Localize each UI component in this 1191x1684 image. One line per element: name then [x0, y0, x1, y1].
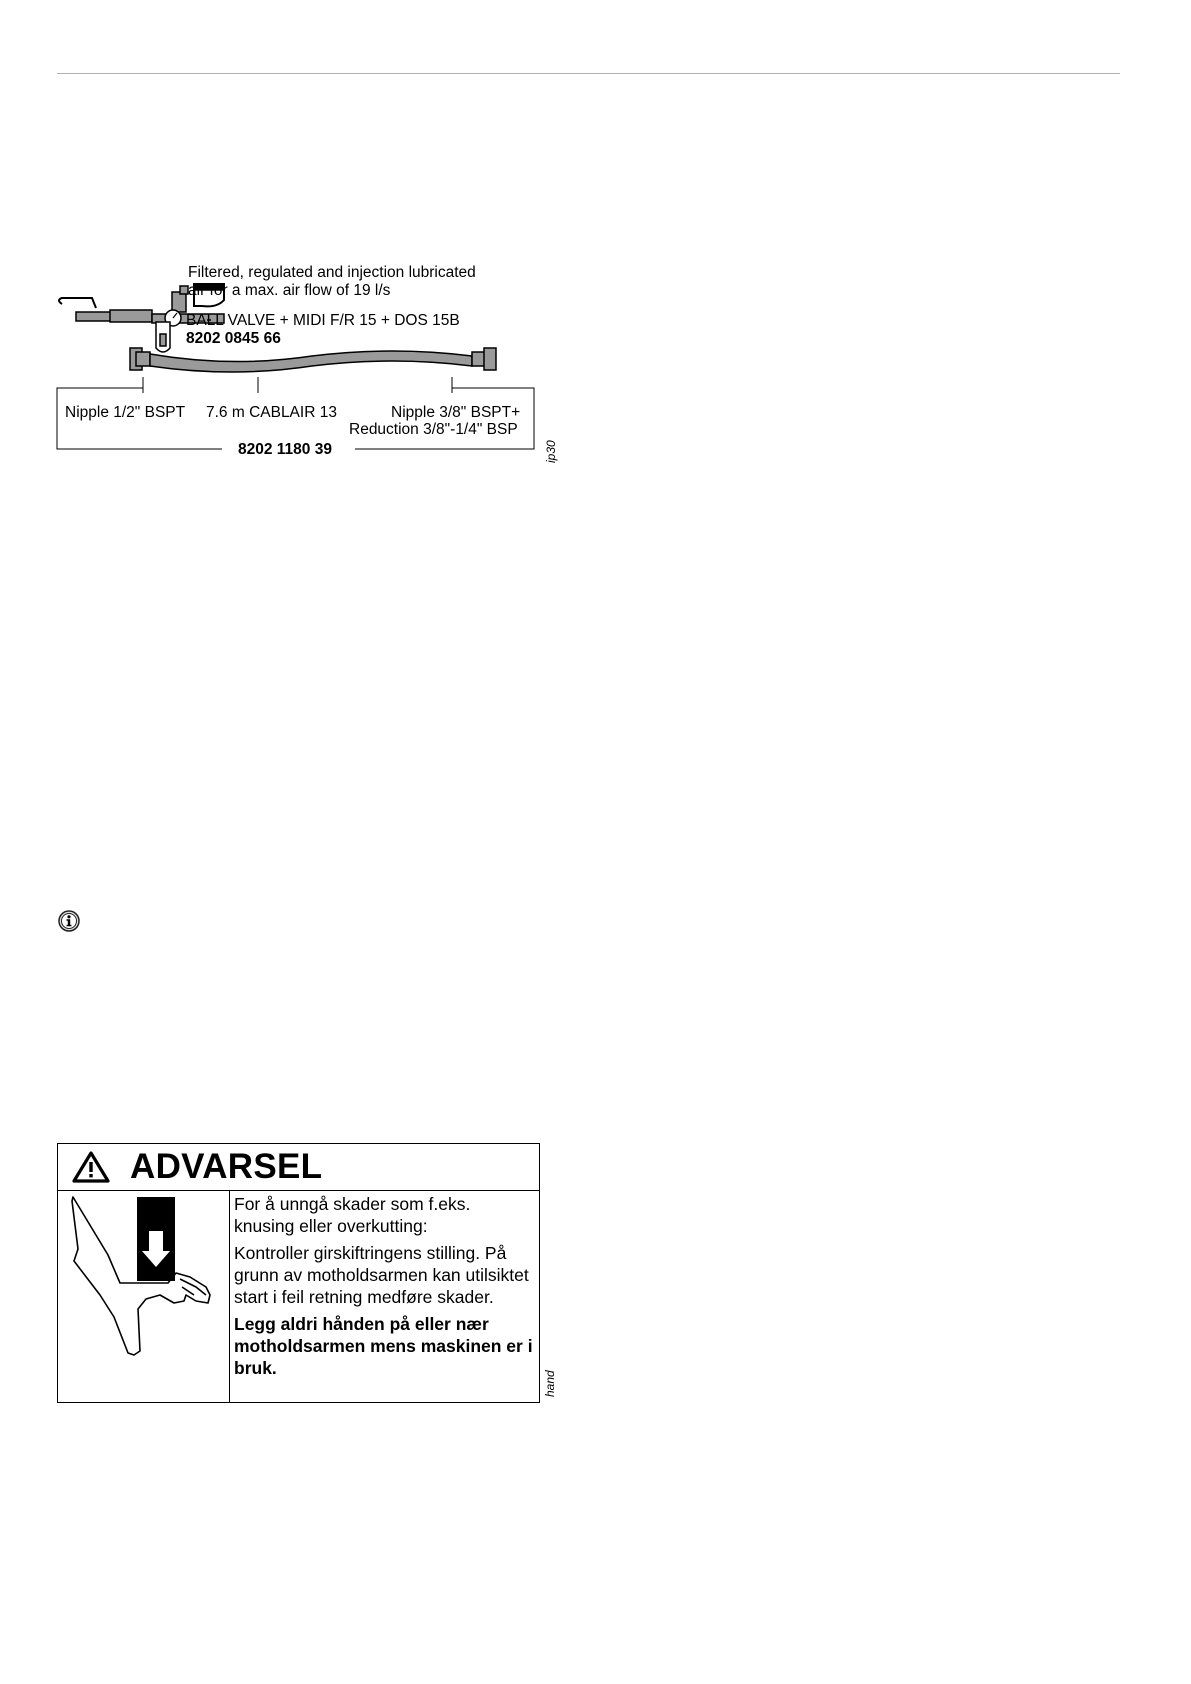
warning-paragraph-2: Kontroller girskiftringens stilling. På grunn av motholdsarmen kan utilsiktet start i feil retning medføre skader.	[234, 1243, 529, 1307]
diagram-figure-id: ip30	[544, 440, 558, 463]
warning-figure-id: hand	[543, 1370, 557, 1397]
warning-paragraph-1: For å unngå skader som f.eks. knusing eller overkutting:	[234, 1194, 471, 1236]
reduction-label: Reduction 3/8"-1/4" BSP	[349, 421, 518, 438]
unit-part-number: 8202 0845 66	[186, 330, 281, 347]
warning-paragraph-3: Legg aldri hånden på eller nær motholdsarmen mens maskinen er i bruk.	[234, 1314, 533, 1378]
warning-triangle-icon	[72, 1151, 110, 1183]
warning-header	[58, 1144, 539, 1191]
hand-hazard-illustration	[58, 1191, 229, 1403]
warning-divider	[229, 1190, 230, 1402]
diagram-caption-line1: Filtered, regulated and injection lubricated	[188, 264, 476, 281]
warning-title: ADVARSEL	[130, 1147, 323, 1186]
warning-text	[234, 1193, 534, 1384]
hose-part-number: 8202 1180 39	[238, 441, 332, 458]
diagram-caption-line2: air for a max. air flow of 19 l/s	[188, 282, 391, 299]
warning-box	[57, 1143, 540, 1403]
nipple-right-label: Nipple 3/8" BSPT+	[391, 404, 521, 421]
info-icon	[58, 910, 80, 932]
unit-label: BALL VALVE + MIDI F/R 15 + DOS 15B	[186, 312, 460, 329]
air-supply-diagram	[52, 256, 572, 468]
header-rule	[57, 73, 1120, 74]
nipple-left-label: Nipple 1/2" BSPT	[65, 404, 186, 421]
hose-label: 7.6 m CABLAIR 13	[206, 404, 337, 421]
